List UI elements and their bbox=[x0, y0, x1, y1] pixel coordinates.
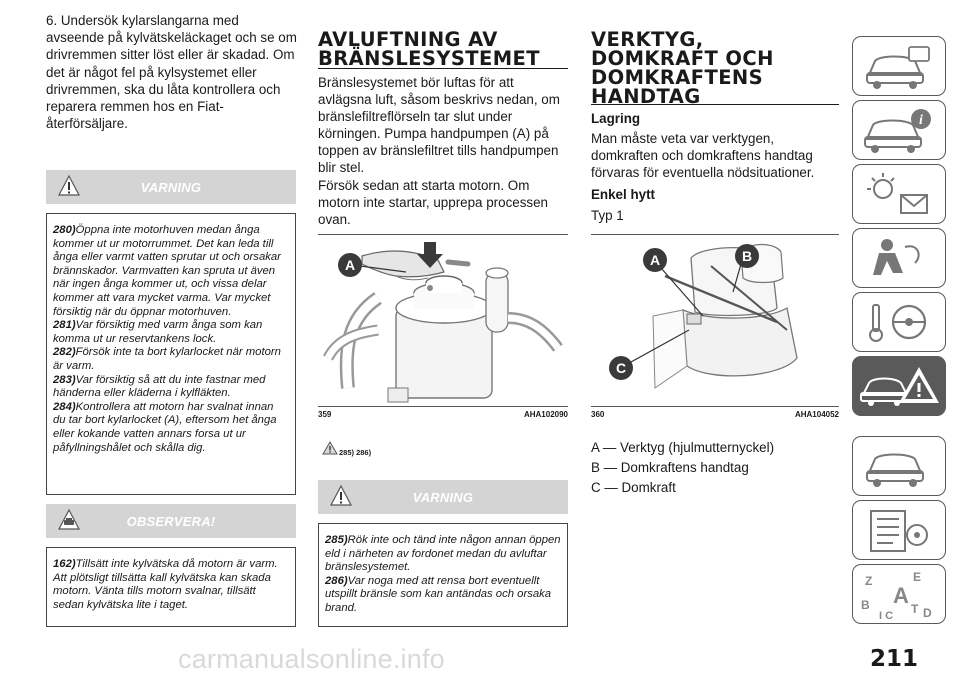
warning-header bbox=[46, 170, 296, 204]
tab-steering-key[interactable] bbox=[852, 292, 946, 352]
warning-item: 281)Var försiktig med varm ånga som kan komma ut ur reservtankens lock. bbox=[53, 319, 263, 345]
figure-top-rule bbox=[318, 234, 568, 235]
emergency-car-icon bbox=[853, 357, 945, 415]
heading-line: DOMKRAFTENS bbox=[591, 66, 764, 89]
fuel-paragraph-2: Försök sedan att starta motorn. Om motorn inte startar, upprepa processen ovan. bbox=[318, 178, 549, 227]
note-title: OBSERVERA! bbox=[126, 513, 216, 529]
subheading-storage: Lagring bbox=[591, 111, 641, 126]
car-note-icon bbox=[58, 509, 80, 531]
svg-text:D: D bbox=[923, 606, 932, 620]
seat-tools-illustration bbox=[591, 238, 839, 404]
legend-item: B — Domkraftens handtag bbox=[591, 460, 749, 475]
airbag-safety-icon bbox=[853, 229, 945, 287]
callout-label-a: A bbox=[344, 257, 356, 273]
warning-item: 282)Försök inte ta bort kylarlocket när motorn är varm. bbox=[53, 346, 281, 372]
note-header bbox=[46, 504, 296, 538]
figure-code: AHA104052 bbox=[794, 410, 839, 419]
fuel-warning-header bbox=[318, 480, 568, 514]
figure-caption-359 bbox=[318, 410, 568, 419]
svg-text:A: A bbox=[893, 583, 909, 608]
svg-text:I C: I C bbox=[879, 610, 894, 622]
figure-number: 359 bbox=[318, 410, 332, 419]
callout-label-b: B bbox=[741, 248, 753, 264]
heading-line: AVLUFTNING AV bbox=[318, 28, 498, 51]
figure-bottom-rule bbox=[318, 406, 568, 407]
tab-airbag-safety[interactable] bbox=[852, 228, 946, 288]
car-maintenance-icon bbox=[853, 437, 945, 495]
heading-line: DOMKRAFT OCH bbox=[591, 47, 774, 70]
legend-item: A — Verktyg (hjulmutternyckel) bbox=[591, 440, 775, 455]
fuel-filter-illustration bbox=[318, 238, 568, 404]
warning-lights-icon bbox=[853, 165, 945, 223]
alphabetical-index-icon bbox=[853, 565, 945, 623]
figure-legend bbox=[591, 439, 841, 496]
figure-top-rule bbox=[591, 234, 839, 235]
heading-line: HANDTAG bbox=[591, 85, 701, 108]
section-heading-tools bbox=[591, 30, 841, 106]
car-info-icon bbox=[853, 101, 945, 159]
heading-line: BRÄNSLESYSTEMET bbox=[318, 47, 540, 70]
svg-text:T: T bbox=[911, 602, 919, 616]
warning-title: VARNING bbox=[412, 489, 474, 505]
svg-text:E: E bbox=[913, 570, 922, 584]
tab-technical-data[interactable] bbox=[852, 500, 946, 560]
warning-item: 283)Var försiktig så att du inte fastnar med händerna eller kläderna i kylfläkten. bbox=[53, 373, 266, 400]
heading-underline bbox=[591, 104, 839, 105]
figure-caption-360 bbox=[591, 410, 839, 419]
tab-car-dashboard[interactable] bbox=[852, 36, 946, 96]
figure-number: 360 bbox=[591, 410, 605, 419]
fuel-paragraph-1: Bränslesystemet bör luftas för att avlägsna luft, såsom beskrivs nedan, om bränslefiltreflörseln tar slut under körningen. Pumpa handpumpen (A) på toppen av bränslefiltret tills handpumpen blir stel. bbox=[318, 75, 560, 175]
warning-item: 285)Rök inte och tänd inte någon annan öppen eld i närheten av fordonet medan du avluftar bränslesystemet. bbox=[325, 534, 561, 574]
steering-key-icon bbox=[853, 293, 945, 351]
tab-alphabetical-index[interactable] bbox=[852, 564, 946, 624]
tab-car-info[interactable] bbox=[852, 100, 946, 160]
svg-text:Z: Z bbox=[865, 574, 873, 588]
figure-code: AHA102090 bbox=[523, 410, 568, 419]
callout-label-a: A bbox=[649, 252, 661, 268]
tab-car-maintenance[interactable] bbox=[852, 436, 946, 496]
warning-triangle-icon bbox=[330, 485, 352, 507]
callout-label-c: C bbox=[615, 360, 627, 376]
car-dashboard-icon bbox=[853, 37, 945, 95]
tab-warning-lights[interactable] bbox=[852, 164, 946, 224]
note-box bbox=[46, 547, 296, 627]
figure-bottom-rule bbox=[591, 406, 839, 407]
warning-title: VARNING bbox=[140, 179, 202, 195]
svg-text:i: i bbox=[919, 113, 923, 128]
technical-data-icon bbox=[853, 501, 945, 559]
section-heading-fuel bbox=[318, 30, 568, 68]
warning-box bbox=[46, 213, 296, 495]
warning-ref-text: 285) 286) bbox=[339, 448, 372, 457]
type-label: Typ 1 bbox=[591, 208, 624, 223]
fuel-warning-box bbox=[318, 523, 568, 627]
tab-emergency[interactable] bbox=[852, 356, 946, 416]
subheading-single-cab: Enkel hytt bbox=[591, 187, 655, 202]
watermark: carmanualsonline.info bbox=[178, 644, 445, 674]
note-item: 162)Tillsätt inte kylvätska då motorn är varm. Att plötsligt tillsätta kall kylvätska kan skada motorn. Vänta tills motorn svalnar, tillsätt sedan kylvätska lite i taget. bbox=[53, 558, 278, 611]
heading-line: VERKTYG, bbox=[591, 28, 704, 51]
warning-item: 284)Kontrollera att motorn har svalnat innan du tar bort kylarlocket (A), eftersom het ånga eller kokande vatten annars forsa ut ur påfyllningshålet och skålla dig. bbox=[53, 400, 277, 454]
intro-paragraph: 6. Undersök kylarslangarna med avseende på kylvätskeläckaget och se om drivremmen sitter löst eller är skadad. Om det är något fel på kylsystemet eller drivremmen, ska du låta kontrollera och reparera remmen hos en Fiat-återförsäljare. bbox=[46, 13, 297, 132]
warning-triangle-icon bbox=[58, 175, 80, 197]
page-number: 211 bbox=[870, 646, 919, 672]
legend-item: C — Domkraft bbox=[591, 480, 676, 495]
warning-item: 280)Öppna inte motorhuven medan ånga kommer ut ur motorrummet. Det kan leda till ånga eller varmt vatten sprutar ut och orsakar brännskador. Varmvatten kan spruta ut även när ingen ånga kommer ut, och vissa delar kommer att vara mycket varma. Var mycket försiktig när du öppnar motorhuven. bbox=[53, 224, 281, 318]
heading-underline bbox=[318, 68, 568, 69]
svg-text:B: B bbox=[861, 598, 870, 612]
warning-item: 286)Var noga med att rensa bort eventuellt utspillt bränsle som kan antändas och orsaka brand. bbox=[325, 574, 552, 614]
warning-ref-icon bbox=[322, 441, 338, 455]
storage-paragraph: Man måste veta var verktygen, domkraften och domkraftens handtag förvaras för eventuella nödsituationer. bbox=[591, 131, 815, 180]
